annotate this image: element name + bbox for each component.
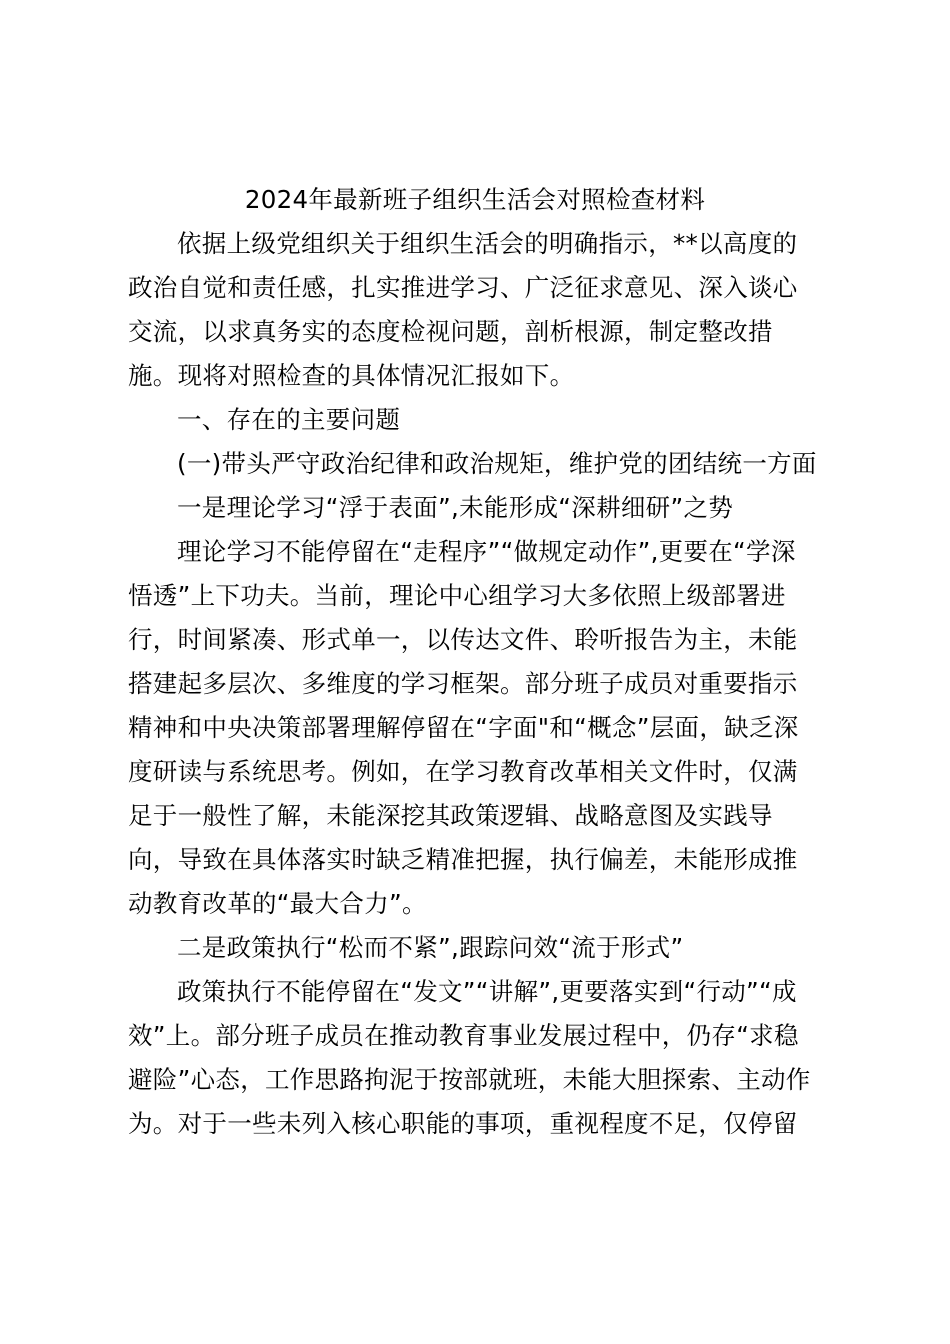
paragraph-line: 施。现将对照检查的具体情况汇报如下。 xyxy=(128,361,575,390)
paragraph-line: 精神和中央决策部署理解停留在“字面"和“概念”层面，缺乏深 xyxy=(128,713,799,742)
paragraph-line: 搭建起多层次、多维度的学习框架。部分班子成员对重要指示 xyxy=(128,669,798,698)
paragraph-line: 交流，以求真务实的态度检视问题，剖析根源，制定整改措 xyxy=(128,317,773,346)
paragraph-line: 动教育改革的“最大合力”。 xyxy=(128,889,427,918)
paragraph-line: 向，导致在具体落实时缺乏精准把握，执行偏差，未能形成推 xyxy=(128,845,798,874)
section-heading: 一、存在的主要问题 xyxy=(177,405,401,434)
paragraph-line: 理论学习不能停留在“走程序”“做规定动作”,更要在“学深 xyxy=(177,537,796,566)
paragraph-line: 度研读与系统思考。例如，在学习教育改革相关文件时，仅满 xyxy=(128,757,798,786)
document-title: 2024年最新班子组织生活会对照检查材料 xyxy=(244,185,706,214)
paragraph-line: 效”上。部分班子成员在推动教育事业发展过程中，仍存“求稳 xyxy=(128,1021,799,1050)
paragraph-line: 悟透”上下功夫。当前，理论中心组学习大多依照上级部署进 xyxy=(128,581,786,610)
point-heading: 二是政策执行“松而不紧”,跟踪问效“流于形式” xyxy=(177,933,684,962)
paragraph-line: 政策执行不能停留在“发文”“讲解”,更要落实到“行动”“成 xyxy=(177,977,797,1006)
paragraph-line: 避险”心态，工作思路拘泥于按部就班，未能大胆探索、主动作 xyxy=(128,1065,811,1094)
paragraph-line: 行，时间紧凑、形式单一，以传达文件、聆听报告为主，未能 xyxy=(128,625,798,654)
subsection-heading: (一)带头严守政治纪律和政治规矩，维护党的团结统一方面 xyxy=(177,449,817,478)
document-body xyxy=(128,222,828,1146)
paragraph-line: 足于一般性了解，未能深挖其政策逻辑、战略意图及实践导 xyxy=(128,801,773,830)
paragraph-line: 依据上级党组织关于组织生活会的明确指示，**以高度的 xyxy=(177,229,798,258)
point-heading: 一是理论学习“浮于表面”,未能形成“深耕细研”之势 xyxy=(177,493,734,522)
paragraph-line: 政治自觉和责任感，扎实推进学习、广泛征求意见、深入谈心 xyxy=(128,273,798,302)
paragraph-line: 为。对于一些未列入核心职能的事项，重视程度不足，仅停留 xyxy=(128,1109,798,1138)
